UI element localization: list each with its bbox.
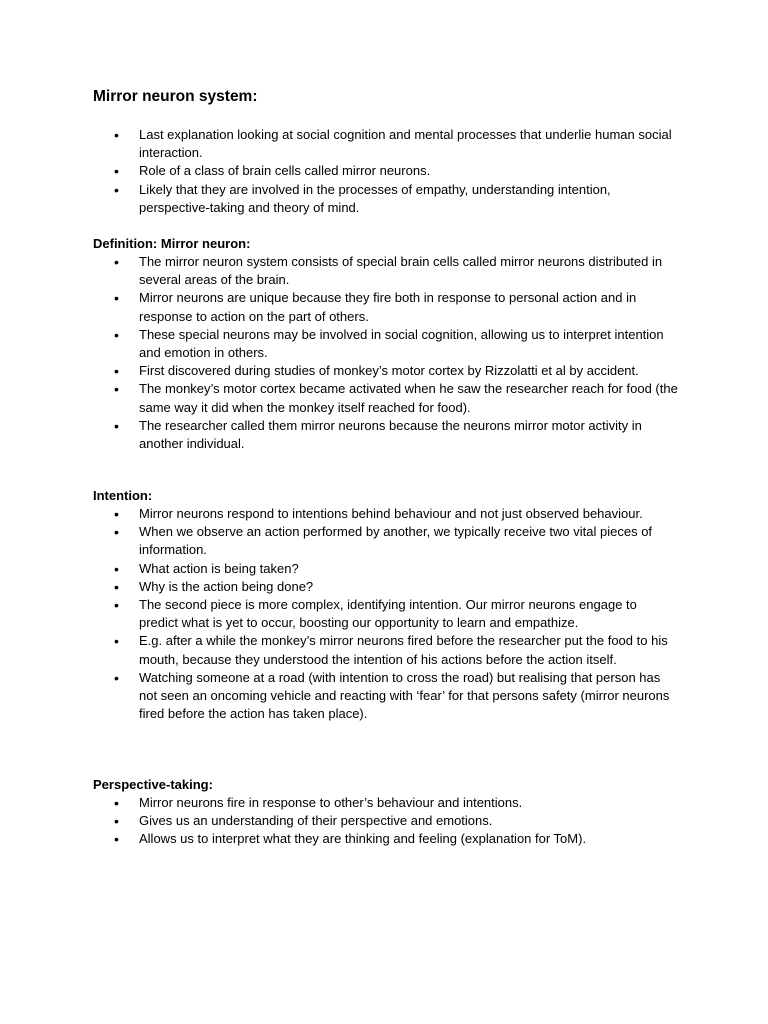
list-item: • Role of a class of brain cells called mirror neurons. bbox=[93, 162, 679, 180]
list-item: • Allows us to interpret what they are thinking and feeling (explanation for ToM). bbox=[93, 830, 679, 848]
bullet-list bbox=[93, 794, 693, 849]
page-title: Mirror neuron system: bbox=[93, 88, 258, 105]
section-perspective-taking bbox=[93, 776, 693, 849]
list-item: • Mirror neurons respond to intentions behind behaviour and not just observed behaviour. bbox=[93, 505, 679, 523]
bullet-list bbox=[93, 126, 693, 217]
section-heading: Intention: bbox=[93, 488, 153, 503]
section-heading: Perspective-taking: bbox=[93, 777, 213, 792]
bullet-list bbox=[93, 253, 693, 453]
list-item: • Why is the action being done? bbox=[93, 578, 679, 596]
list-item: • E.g. after a while the monkey’s mirror neurons fired before the researcher put the food to his mouth, because they understood the intention of his actions before the action itself. bbox=[93, 632, 679, 668]
list-item: • The monkey’s motor cortex became activated when he saw the researcher reach for food (the same way it did when the monkey itself reached for food). bbox=[93, 380, 679, 416]
section-intention bbox=[93, 487, 693, 723]
list-item: • Last explanation looking at social cognition and mental processes that underlie human social interaction. bbox=[93, 126, 679, 162]
bullet-list bbox=[93, 505, 693, 723]
section-heading: Definition: Mirror neuron: bbox=[93, 236, 251, 251]
list-item: • These special neurons may be involved in social cognition, allowing us to interpret intention and emotion in others. bbox=[93, 326, 679, 362]
list-item: • Likely that they are involved in the processes of empathy, understanding intention, perspective-taking and theory of mind. bbox=[93, 181, 679, 217]
list-item: • Watching someone at a road (with intention to cross the road) but realising that person has not seen an oncoming vehicle and reacting with ‘fear’ for that persons safety (mirror neurons fired before the action has taken place). bbox=[93, 669, 679, 724]
section-intro bbox=[93, 126, 693, 217]
list-item: • What action is being taken? bbox=[93, 560, 679, 578]
list-item: • Mirror neurons are unique because they fire both in response to personal action and in response to action on the part of others. bbox=[93, 289, 679, 325]
list-item: • The mirror neuron system consists of special brain cells called mirror neurons distributed in several areas of the brain. bbox=[93, 253, 679, 289]
list-item: • Mirror neurons fire in response to other’s behaviour and intentions. bbox=[93, 794, 679, 812]
list-item: • First discovered during studies of monkey’s motor cortex by Rizzolatti et al by accident. bbox=[93, 362, 679, 380]
list-item: • Gives us an understanding of their perspective and emotions. bbox=[93, 812, 679, 830]
list-item: • The second piece is more complex, identifying intention. Our mirror neurons engage to predict what is yet to occur, boosting our opportunity to learn and empathize. bbox=[93, 596, 679, 632]
list-item: • When we observe an action performed by another, we typically receive two vital pieces of information. bbox=[93, 523, 679, 559]
section-definition bbox=[93, 235, 693, 453]
list-item: • The researcher called them mirror neurons because the neurons mirror motor activity in another individual. bbox=[93, 417, 679, 453]
